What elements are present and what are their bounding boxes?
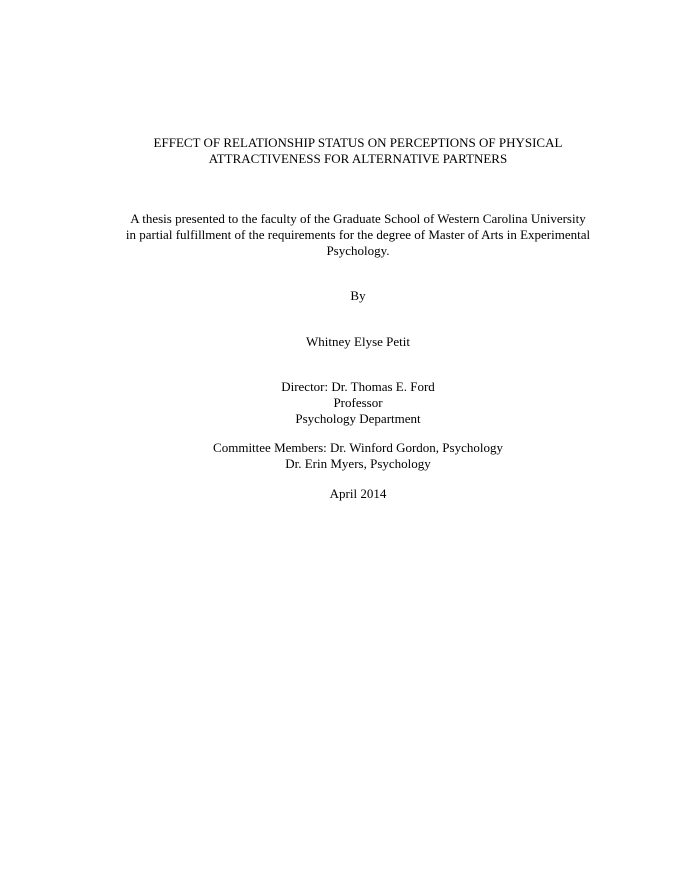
author-name-text: Whitney Elyse Petit	[306, 334, 410, 349]
degree-statement-line-2: in partial fulfillment of the requirements for the degree of Master of Arts in Experimental	[125, 227, 591, 242]
degree-statement-line-3: Psychology.	[326, 243, 390, 258]
director-title: Professor	[333, 395, 383, 410]
submission-date-text: April 2014	[329, 486, 387, 501]
committee-member-1: Committee Members: Dr. Winford Gordon, Psychology	[213, 440, 503, 455]
degree-statement-line-1: A thesis presented to the faculty of the Graduate School of Western Carolina University	[130, 211, 586, 226]
by-label	[80, 288, 636, 304]
committee-members	[80, 440, 636, 472]
submission-date	[80, 486, 636, 502]
director-department: Psychology Department	[295, 411, 421, 426]
director-name: Director: Dr. Thomas E. Ford	[281, 379, 435, 394]
by-text: By	[350, 288, 366, 303]
thesis-title-line-1: EFFECT OF RELATIONSHIP STATUS ON PERCEPTIONS OF PHYSICAL	[153, 135, 563, 150]
thesis-title-line-2: ATTRACTIVENESS FOR ALTERNATIVE PARTNERS	[208, 151, 508, 166]
director-info	[80, 379, 636, 427]
thesis-title	[80, 135, 636, 167]
committee-member-2: Dr. Erin Myers, Psychology	[285, 456, 431, 471]
author-name	[80, 334, 636, 350]
degree-statement	[110, 211, 606, 259]
